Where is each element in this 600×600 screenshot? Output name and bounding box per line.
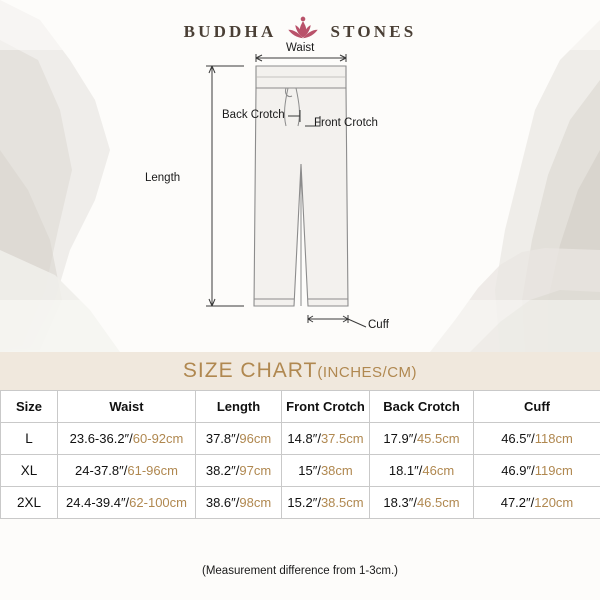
label-waist: Waist bbox=[286, 42, 315, 54]
column-header-size: Size bbox=[1, 391, 58, 423]
label-length: Length bbox=[145, 172, 181, 184]
column-header-back-crotch: Back Crotch bbox=[370, 391, 474, 423]
cell-front-cm: 38.5cm bbox=[320, 495, 364, 510]
cell-front-cm: 38cm bbox=[320, 463, 353, 478]
cell-length bbox=[196, 487, 282, 519]
cell-waist-inches: 23.6-36.2″/ bbox=[69, 431, 133, 446]
cell-length-inches: 38.2″/ bbox=[205, 463, 240, 478]
cell-size: L bbox=[1, 423, 58, 455]
cell-back-crotch bbox=[370, 487, 474, 519]
cell-cuff-inches: 46.5″/ bbox=[501, 431, 535, 446]
pants-diagram bbox=[0, 44, 600, 344]
brand-word-left: BUDDHA bbox=[183, 21, 277, 41]
cell-front-inches: 15.2″/ bbox=[287, 495, 321, 510]
size-chart-section bbox=[0, 352, 600, 519]
cell-front-crotch bbox=[282, 487, 370, 519]
pants-drawing bbox=[0, 44, 600, 344]
cell-waist-cm: 62-100cm bbox=[129, 495, 187, 510]
cell-size: XL bbox=[1, 455, 58, 487]
cell-cuff-inches: 47.2″/ bbox=[500, 495, 535, 510]
cell-cuff-cm: 118cm bbox=[534, 431, 573, 446]
cell-back-crotch bbox=[370, 455, 474, 487]
cell-cuff bbox=[474, 423, 600, 455]
cell-size: 2XL bbox=[1, 487, 58, 519]
size-chart-title-units: (INCHES/CM) bbox=[317, 364, 418, 381]
cell-length-inches: 37.8″/ bbox=[205, 431, 240, 446]
cell-length-cm: 97cm bbox=[239, 463, 272, 478]
label-cuff: Cuff bbox=[368, 319, 389, 331]
cell-front-crotch bbox=[282, 423, 370, 455]
cell-cuff-cm: 119cm bbox=[534, 463, 573, 478]
cell-waist bbox=[58, 455, 196, 487]
cell-cuff-inches: 46.9″/ bbox=[501, 463, 535, 478]
cell-cuff bbox=[474, 487, 600, 519]
measurement-footnote: (Measurement difference from 1-3cm.) bbox=[202, 565, 398, 577]
cell-back-crotch bbox=[370, 423, 474, 455]
cell-back-cm: 45.5cm bbox=[416, 431, 460, 446]
size-chart-title-main: SIZE CHART bbox=[182, 359, 318, 382]
cell-front-cm: 37.5cm bbox=[320, 431, 364, 446]
cell-waist-cm: 61-96cm bbox=[127, 463, 178, 478]
brand-logo bbox=[0, 14, 600, 49]
cell-length bbox=[196, 455, 282, 487]
cell-back-inches: 18.1″/ bbox=[388, 463, 423, 478]
cell-cuff bbox=[474, 455, 600, 487]
cell-front-crotch bbox=[282, 455, 370, 487]
cell-length-cm: 98cm bbox=[239, 495, 272, 510]
cell-waist bbox=[58, 487, 196, 519]
cell-waist bbox=[58, 423, 196, 455]
cell-back-cm: 46.5cm bbox=[416, 495, 460, 510]
label-back-crotch: Back Crotch bbox=[222, 109, 285, 121]
column-header-waist: Waist bbox=[58, 391, 196, 423]
size-chart-title bbox=[183, 359, 417, 383]
cell-back-cm: 46cm bbox=[422, 463, 455, 478]
column-header-front-crotch: Front Crotch bbox=[282, 391, 370, 423]
cell-cuff-cm: 120cm bbox=[534, 495, 574, 510]
cell-length bbox=[196, 423, 282, 455]
cell-length-cm: 96cm bbox=[239, 431, 272, 446]
table-row bbox=[1, 487, 600, 519]
size-chart-title-bar bbox=[0, 352, 600, 390]
cell-back-inches: 17.9″/ bbox=[383, 431, 417, 446]
column-header-cuff: Cuff bbox=[474, 391, 600, 423]
cell-length-inches: 38.6″/ bbox=[205, 495, 240, 510]
cell-waist-inches: 24-37.8″/ bbox=[75, 463, 128, 478]
column-header-length: Length bbox=[196, 391, 282, 423]
brand-word-right: STONES bbox=[330, 21, 417, 41]
table-row bbox=[1, 455, 600, 487]
cell-waist-cm: 60-92cm bbox=[132, 431, 184, 446]
label-front-crotch: Front Crotch bbox=[314, 117, 378, 129]
lotus-icon bbox=[286, 14, 320, 49]
size-table bbox=[0, 390, 600, 519]
table-header-row bbox=[1, 391, 600, 423]
cell-front-inches: 14.8″/ bbox=[287, 431, 321, 446]
cell-waist-inches: 24.4-39.4″/ bbox=[66, 495, 130, 510]
table-row bbox=[1, 423, 600, 455]
cell-back-inches: 18.3″/ bbox=[383, 495, 417, 510]
cell-front-inches: 15″/ bbox=[298, 463, 321, 478]
